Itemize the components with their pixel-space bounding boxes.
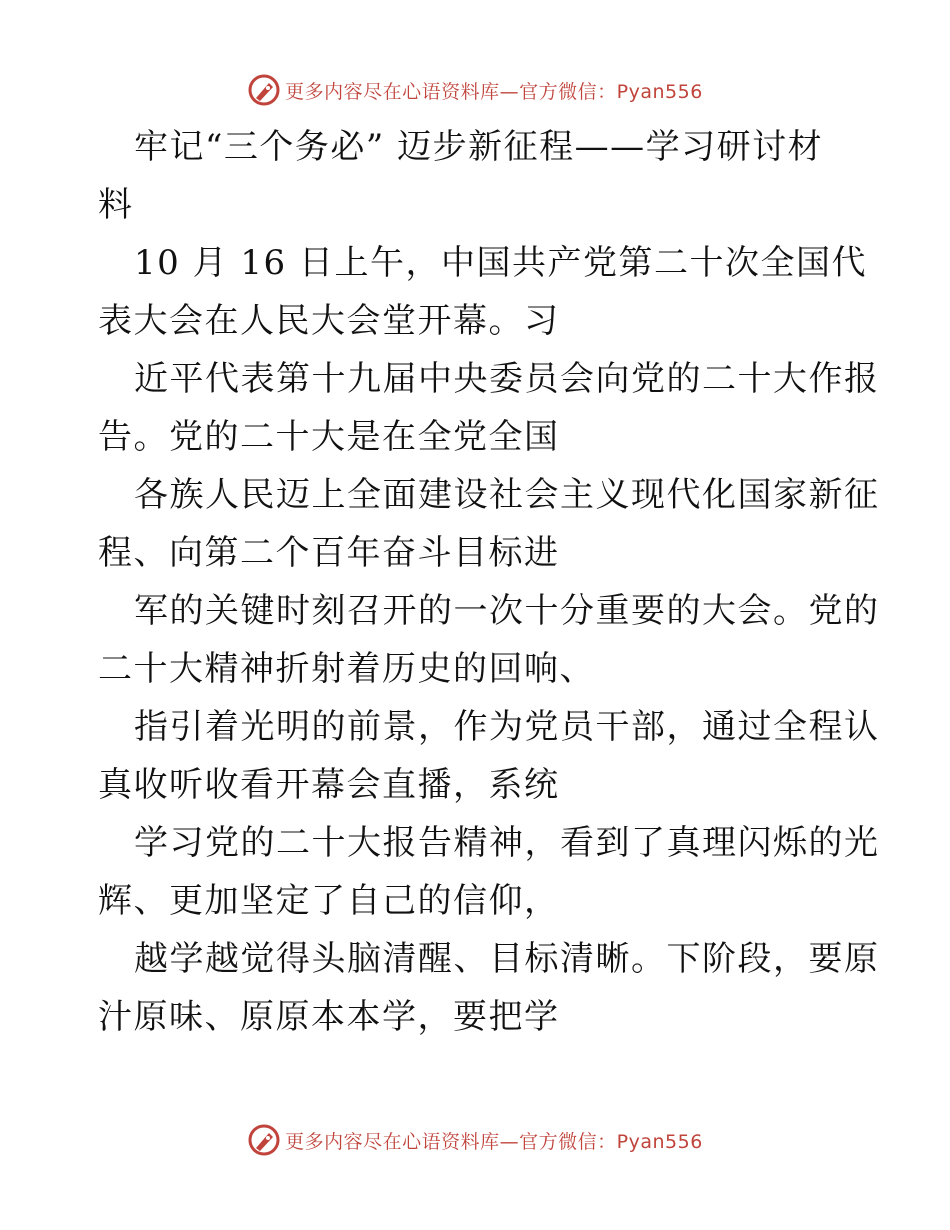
text-line: 程、向第二个百年奋斗目标进 xyxy=(98,533,560,573)
text-line: 料 xyxy=(98,185,134,225)
text-line: 二十大精神折射着历史的回响、 xyxy=(98,649,595,689)
header-banner-text: 更多内容尽在心语资料库—官方微信：Pyan556 xyxy=(285,80,703,103)
text-line: 各族人民迈上全面建设社会主义现代化国家新征 xyxy=(134,475,880,515)
text-line: 近平代表第十九届中央委员会向党的二十大作报 xyxy=(134,359,880,399)
text-line: 军的关键时刻召开的一次十分重要的大会。党的 xyxy=(134,591,880,631)
footer-banner-text: 更多内容尽在心语资料库—官方微信：Pyan556 xyxy=(285,1130,703,1153)
text-line: 告。党的二十大是在全党全国 xyxy=(98,417,560,457)
text-line: 辉、更加坚定了自己的信仰， xyxy=(98,881,560,921)
text-line: 汁原味、原原本本学，要把学 xyxy=(98,997,560,1037)
header-banner xyxy=(0,70,950,110)
pen-nib-logo-icon xyxy=(247,73,281,107)
title-line: 牢记“三个务必” 迈步新征程——学习研讨材 xyxy=(134,127,824,167)
footer-banner xyxy=(0,1120,950,1160)
text-line: 越学越觉得头脑清醒、目标清晰。下阶段，要原 xyxy=(134,939,880,979)
text-line: 学习党的二十大报告精神，看到了真理闪烁的光 xyxy=(134,823,880,863)
text-line: 指引着光明的前景，作为党员干部，通过全程认 xyxy=(134,707,880,747)
document-body xyxy=(98,118,880,1046)
text-line: 表大会在人民大会堂开幕。习 xyxy=(98,301,560,341)
text-line: 真收听收看开幕会直播，系统 xyxy=(98,765,560,805)
text-line: 10 月 16 日上午，中国共产党第二十次全国代 xyxy=(134,243,867,283)
pen-nib-logo-icon xyxy=(247,1123,281,1157)
